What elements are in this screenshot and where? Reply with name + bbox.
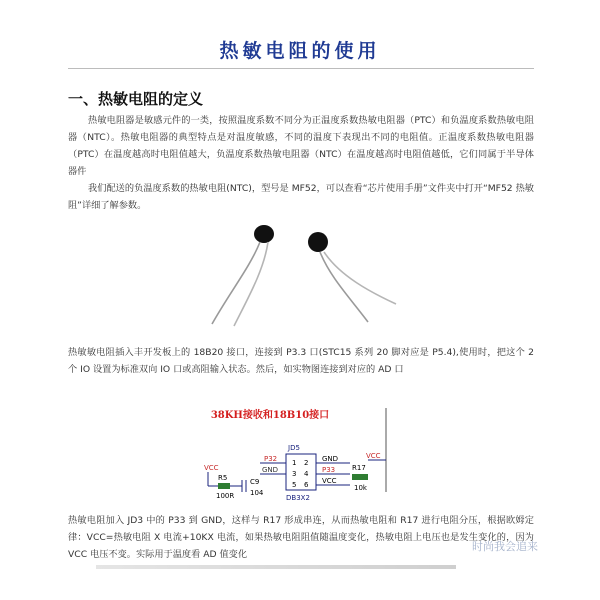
svg-text:C9: C9 (250, 478, 260, 486)
thermistor-head-left (254, 225, 274, 243)
paragraph-divider-explanation: 热敏电阻加入 JD3 中的 P33 到 GND，这样与 R17 形成串连，从而热敏电阻和 R17 进行电阻分压，根据欧姆定律：VCC=热敏电阻 X 电流+10KX 电流，如果热敏电阻阻值随温度变化，热敏电阻上电压也是发生变化的，因为 VCC 电压不变。实际用于温度看 AD 值变化 (68, 515, 534, 560)
svg-text:2: 2 (304, 459, 309, 467)
svg-text:100R: 100R (216, 492, 235, 500)
title-rule (68, 68, 534, 69)
watermark-text: 时尚我会追来 (472, 540, 538, 553)
schematic-title: 38KH接收和18B10接口 (210, 410, 330, 421)
thermistor-head-right (308, 232, 328, 252)
svg-text:GND: GND (262, 466, 279, 474)
svg-text:VCC: VCC (204, 464, 219, 472)
section-heading: 一、热敏电阻的定义 (68, 90, 204, 108)
svg-text:5: 5 (292, 481, 297, 489)
svg-text:6: 6 (304, 481, 309, 489)
paragraph-model: 我们配送的负温度系数的热敏电阻(NTC)，型号是 MF52，可以查看“芯片使用手册”文件夹中打开“MF52 热敏阻”详细了解参数。 (68, 183, 534, 211)
svg-text:VCC: VCC (322, 477, 337, 485)
svg-text:3: 3 (292, 470, 297, 478)
svg-text:P32: P32 (264, 455, 278, 463)
doc-title: 热敏电阻的使用 (219, 40, 381, 62)
circuit-schematic (200, 404, 390, 504)
svg-text:104: 104 (250, 489, 264, 497)
svg-text:GND: GND (322, 455, 339, 463)
paragraph-connection: 热敏敏电阻插入丰开发板上的 18B20 接口，连接到 P3.3 口(STC15 系列 20 脚对应是 P5.4),使用时，把这个 2 个 IO 设置为标准双向 IO 口或高阻输入状态。然后，如实物图连接到对应的 AD 口 (68, 347, 534, 375)
svg-text:R17: R17 (352, 464, 366, 472)
scroll-fade (96, 565, 456, 569)
svg-text:VCC: VCC (366, 452, 381, 460)
svg-text:1: 1 (292, 459, 297, 467)
paragraph-definition: 热敏电阻器是敏感元件的一类，按照温度系数不同分为正温度系数热敏电阻器（PTC）和负温度系数热敏电阻器（NTC）。热敏电阻器的典型特点是对温度敏感，不同的温度下表现出不同的电阻值。正温度系数热敏电阻器（PTC）在温度越高时电阻值越大，负温度系数热敏电阻器（NTC）在温度越高时电阻值越低，它们同属于半导体器件 (68, 115, 534, 177)
svg-text:4: 4 (304, 470, 309, 478)
thermistor-photo (190, 222, 410, 328)
svg-text:R5: R5 (218, 474, 228, 482)
svg-text:10k: 10k (354, 484, 367, 492)
connector-label: JD5 (288, 444, 300, 452)
connector-part: DB3X2 (286, 494, 310, 502)
svg-text:P33: P33 (322, 466, 336, 474)
